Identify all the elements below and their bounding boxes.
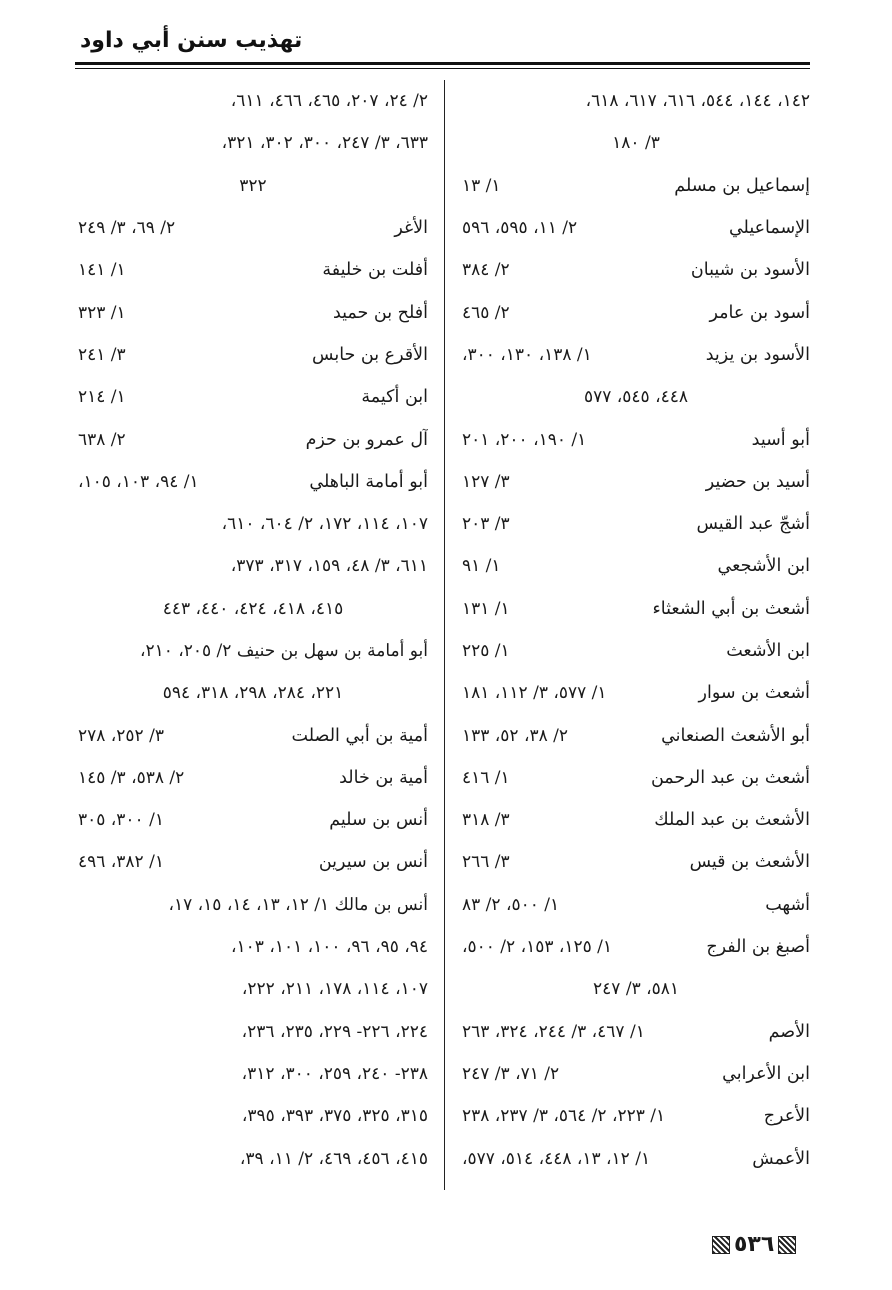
index-entry-references: ١/ ٣٨٢، ٤٩٦ (78, 852, 164, 873)
index-column-right (462, 80, 810, 1180)
index-entry-references: ٣/ ٢٠٣ (462, 514, 510, 535)
index-entry-name: أنس بن سليم (329, 810, 428, 831)
index-continuation-line (462, 968, 810, 1010)
index-reference-text: ٤١٥، ٤٥٦، ٤٦٩، ٢/ ١١، ٣٩، (239, 1148, 428, 1169)
index-entry-name: الأسود بن شيبان (690, 260, 810, 281)
index-entry-references: ٢/ ٣٨٤ (462, 260, 510, 281)
index-entry-references: ٢/ ٦٩، ٣/ ٢٤٩ (78, 218, 176, 239)
index-continuation-line (78, 122, 428, 164)
index-entry-references: ٢/ ٦٣٨ (78, 429, 126, 450)
index-entry (78, 376, 428, 418)
index-entry-references: ١/ ١٢، ١٣، ٤٤٨، ٥١٤، ٥٧٧، (462, 1148, 651, 1169)
index-entry (462, 545, 810, 587)
index-continuation-line (78, 630, 428, 672)
index-entry-references: ١/ ١٩٠، ٢٠٠، ٢٠١ (462, 429, 587, 450)
index-entry (462, 672, 810, 714)
index-entry (462, 630, 810, 672)
index-reference-text: ٦٣٣، ٣/ ٢٤٧، ٣٠٠، ٣٠٢، ٣٢١، (221, 133, 428, 154)
index-entry (78, 461, 428, 503)
index-entry (78, 799, 428, 841)
index-entry-name: الأغر (394, 218, 428, 239)
index-entry (78, 249, 428, 291)
index-entry-references: ١/ ٣٢٣ (78, 302, 126, 323)
index-continuation-line (78, 672, 428, 714)
index-continuation-line (78, 1095, 428, 1137)
index-entry-references: ١/ ١٣١ (462, 598, 510, 619)
index-entry-name: الأشعث بن عبد الملك (654, 810, 810, 831)
index-entry-references: ٢/ ٧١، ٣/ ٢٤٧ (462, 1063, 560, 1084)
index-entry-name: أفلح بن حميد (332, 302, 428, 323)
index-entry-name: الأعرج (763, 1106, 810, 1127)
index-entry-references: ١/ ١٣٨، ١٣٠، ٣٠٠، (462, 344, 592, 365)
index-entry-name: أبو أسيد (751, 429, 810, 450)
index-continuation-line (462, 122, 810, 164)
index-entry-name: ابن الأشجعي (717, 556, 810, 577)
index-entry-references: ١/ ١٢٥، ١٥٣، ٢/ ٥٠٠، (462, 937, 613, 958)
index-entry (78, 207, 428, 249)
index-entry (78, 291, 428, 333)
index-entry-references: ٣/ ٢٦٦ (462, 852, 510, 873)
index-entry (78, 841, 428, 883)
index-entry (462, 207, 810, 249)
index-entry-references: ١/ ٢٢٥ (462, 641, 510, 661)
index-entry (78, 757, 428, 799)
index-entry-references: ٣/ ١٢٧ (462, 471, 510, 492)
index-entry-name: الإسماعيلي (728, 218, 810, 239)
index-continuation-line (78, 1053, 428, 1095)
index-entry (462, 926, 810, 968)
index-reference-text: ٣/ ١٨٠ (612, 133, 660, 154)
index-entry (462, 291, 810, 333)
index-reference-text: ١٠٧، ١١٤، ١٧٢، ٢/ ٦٠٤، ٦١٠، (221, 514, 428, 535)
index-continuation-line (78, 80, 428, 122)
index-reference-text: ١٤٢، ١٤٤، ٥٤٤، ٦١٦، ٦١٧، ٦١٨، (585, 91, 810, 112)
index-entry-name: الأسود بن يزيد (705, 344, 810, 365)
index-entry (462, 1011, 810, 1053)
index-entry (462, 418, 810, 460)
index-entry-references: ١/ ٤١٦ (462, 767, 510, 788)
index-entry-references: ١/ ٥٧٧، ٣/ ١١٢، ١٨١ (462, 683, 607, 704)
index-entry (462, 757, 810, 799)
index-entry-name: أصبغ بن الفرج (706, 937, 810, 958)
index-entry-name: آل عمرو بن حزم (305, 429, 428, 450)
index-continuation-line (462, 80, 810, 122)
index-reference-text: ٤١٥، ٤١٨، ٤٢٤، ٤٤٠، ٤٤٣ (162, 598, 344, 619)
index-entry (462, 334, 810, 376)
index-entry-name: أسيد بن حضير (705, 471, 810, 492)
index-entry-references: ٣/ ٢٥٢، ٢٧٨ (78, 725, 164, 746)
index-entry (78, 334, 428, 376)
index-reference-text: ٥٨١، ٣/ ٢٤٧ (593, 979, 679, 1000)
index-entry-name: الأصم (768, 1021, 810, 1042)
index-entry-name: الأشعث بن قيس (689, 852, 810, 873)
index-entry (462, 588, 810, 630)
index-reference-text: ٢٣٨- ٢٤٠، ٢٥٩، ٣٠٠، ٣١٢، (241, 1063, 428, 1084)
index-entry-references: ١/ ٥٠٠، ٢/ ٨٣ (462, 894, 560, 915)
index-reference-text: أنس بن مالك ١/ ١٢، ١٣، ١٤، ١٥، ١٧، (168, 894, 428, 915)
index-entry-references: ٢/ ١١، ٥٩٥، ٥٩٦ (462, 218, 578, 239)
index-entry-references: ١/ ٢١٤ (78, 387, 126, 408)
index-entry-references: ٢/ ٥٣٨، ٣/ ١٤٥ (78, 767, 185, 788)
index-entry-name: أشجّ عبد القيس (696, 514, 810, 535)
index-continuation-line (78, 926, 428, 968)
index-entry (462, 461, 810, 503)
index-continuation-line (78, 588, 428, 630)
index-entry-references: ١/ ٣٠٠، ٣٠٥ (78, 810, 164, 831)
index-continuation-line (78, 884, 428, 926)
index-entry-name: الأقرع بن حابس (312, 344, 428, 365)
index-entry-name: أشهب (765, 894, 810, 915)
index-entry-name: أمية بن خالد (339, 767, 428, 788)
ornament-icon (712, 1236, 730, 1254)
index-reference-text: ٣٢٢ (239, 175, 267, 196)
index-entry-references: ١/ ١٣ (462, 175, 501, 196)
index-entry-references: ١/ ٢٢٣، ٢/ ٥٦٤، ٣/ ٢٣٧، ٢٣٨ (462, 1106, 666, 1127)
index-continuation-line (78, 1137, 428, 1179)
index-reference-text: ٤٤٨، ٥٤٥، ٥٧٧ (584, 387, 688, 408)
index-continuation-line (78, 1011, 428, 1053)
index-continuation-line (78, 165, 428, 207)
index-entry (462, 884, 810, 926)
index-continuation-line (462, 376, 810, 418)
index-continuation-line (78, 968, 428, 1010)
index-reference-text: ٩٤، ٩٥، ٩٦، ١٠٠، ١٠١، ١٠٣، (231, 937, 428, 958)
index-entry-references: ٢/ ٤٦٥ (462, 302, 510, 323)
header-rule-thin (75, 68, 810, 69)
index-entry-references: ١/ ١٤١ (78, 260, 126, 281)
ornament-icon (778, 1236, 796, 1254)
index-entry-references: ١/ ٩٤، ١٠٣، ١٠٥، (78, 471, 199, 492)
index-reference-text: ٢٢١، ٢٨٤، ٢٩٨، ٣١٨، ٥٩٤ (162, 683, 344, 704)
page-number: ٥٣٦ (734, 1232, 775, 1257)
index-entry-name: أبو الأشعث الصنعاني (661, 725, 810, 746)
index-entry-references: ١/ ٤٦٧، ٣/ ٢٤٤، ٣٢٤، ٢٦٣ (462, 1021, 645, 1042)
index-entry-references: ١/ ٩١ (462, 556, 501, 577)
index-entry-name: أشعث بن سوار (698, 683, 810, 704)
column-divider (444, 80, 445, 1190)
index-entry (462, 249, 810, 291)
index-reference-text: ٦١١، ٣/ ٤٨، ١٥٩، ٣١٧، ٣٧٣، (230, 556, 428, 577)
page-footer (712, 1232, 796, 1257)
index-entry (78, 418, 428, 460)
index-entry (462, 1137, 810, 1179)
index-entry-name: أنس بن سيرين (318, 852, 428, 873)
index-continuation-line (78, 503, 428, 545)
index-entry-name: ابن الأعرابي (722, 1063, 810, 1084)
index-entry-name: أشعث بن عبد الرحمن (650, 767, 810, 788)
index-reference-text: ١٠٧، ١١٤، ١٧٨، ٢١١، ٢٢٢، (241, 979, 428, 1000)
index-entry (462, 503, 810, 545)
index-entry-name: أبو أمامة الباهلي (309, 471, 428, 492)
index-entry-name: ابن الأشعث (726, 641, 810, 661)
index-entry (462, 165, 810, 207)
index-entry-name: أمية بن أبي الصلت (291, 725, 428, 746)
index-entry-references: ٢/ ٣٨، ٥٢، ١٣٣ (462, 725, 568, 746)
index-entry-references: ٣/ ٣١٨ (462, 810, 510, 831)
index-continuation-line (78, 545, 428, 587)
header-rule-thick (75, 62, 810, 65)
index-entry (462, 841, 810, 883)
running-header-title: تهذيب سنن أبي داود (80, 28, 303, 53)
index-entry (462, 1095, 810, 1137)
index-reference-text: ٢/ ٢٤، ٢٠٧، ٤٦٥، ٤٦٦، ٦١١، (230, 91, 428, 112)
index-entry (462, 799, 810, 841)
index-entry-name: أفلت بن خليفة (322, 260, 428, 281)
index-entry-references: ٣/ ٢٤١ (78, 344, 126, 365)
index-entry-name: أشعث بن أبي الشعثاء (652, 598, 810, 619)
index-entry-name: الأعمش (752, 1148, 810, 1169)
index-entry-name: أسود بن عامر (709, 302, 810, 323)
index-entry-name: ابن أكيمة (361, 387, 428, 408)
index-entry-name: إسماعيل بن مسلم (674, 175, 810, 196)
index-column-left (78, 80, 428, 1180)
index-entry (78, 714, 428, 756)
index-reference-text: ٣١٥، ٣٢٥، ٣٧٥، ٣٩٣، ٣٩٥، (241, 1106, 428, 1127)
index-reference-text: أبو أمامة بن سهل بن حنيف ٢/ ٢٠٥، ٢١٠، (139, 641, 428, 661)
index-reference-text: ٢٢٤، ٢٢٦- ٢٢٩، ٢٣٥، ٢٣٦، (241, 1021, 428, 1042)
index-entry (462, 1053, 810, 1095)
index-entry (462, 714, 810, 756)
